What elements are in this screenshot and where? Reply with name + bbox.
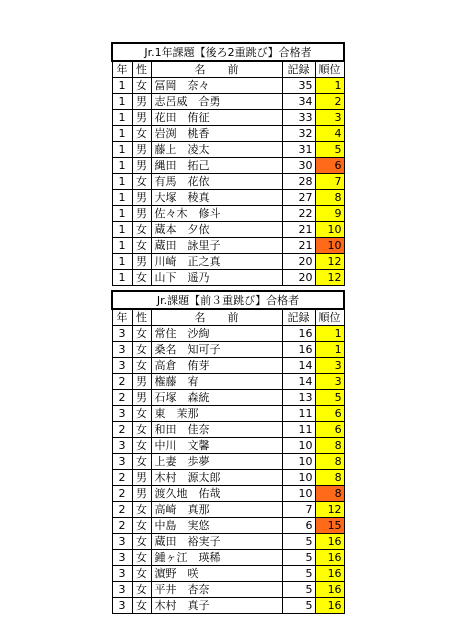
cell-record: 5 — [282, 550, 315, 566]
cell-rank: 6 — [315, 406, 344, 422]
cell-gender: 男 — [132, 206, 151, 222]
cell-record: 11 — [282, 406, 315, 422]
cell-rank: 8 — [315, 454, 344, 470]
cell-name: 有馬 花依 — [151, 174, 282, 190]
cell-grade: 2 — [112, 518, 132, 534]
cell-record: 20 — [282, 270, 315, 286]
cell-rank: 6 — [315, 422, 344, 438]
table-title: Jr.1年課題【後ろ2重跳び】合格者 — [112, 43, 344, 61]
cell-gender: 女 — [132, 534, 151, 550]
cell-rank: 12 — [315, 254, 344, 270]
header-grade: 年 — [112, 61, 132, 78]
cell-name: 縄田 拓己 — [151, 158, 282, 174]
cell-rank: 5 — [315, 142, 344, 158]
cell-grade: 1 — [112, 270, 132, 286]
cell-name: 花田 侑征 — [151, 110, 282, 126]
cell-rank: 8 — [315, 486, 344, 502]
cell-grade: 3 — [112, 326, 132, 342]
cell-record: 5 — [282, 598, 315, 614]
table-jr1-back-double-unders — [111, 42, 345, 286]
table-row — [112, 110, 344, 126]
cell-rank: 16 — [315, 598, 344, 614]
cell-record: 32 — [282, 126, 315, 142]
cell-rank: 7 — [315, 174, 344, 190]
cell-gender: 女 — [132, 438, 151, 454]
cell-record: 10 — [282, 486, 315, 502]
cell-gender: 女 — [132, 582, 151, 598]
table-row — [112, 438, 344, 454]
cell-grade: 3 — [112, 550, 132, 566]
header-row — [112, 309, 344, 326]
table-row — [112, 94, 344, 110]
header-gender: 性 — [132, 61, 151, 78]
table-title: Jr.課題【前３重跳び】合格者 — [112, 291, 344, 309]
cell-grade: 3 — [112, 598, 132, 614]
cell-gender: 女 — [132, 454, 151, 470]
table-row — [112, 406, 344, 422]
cell-record: 10 — [282, 470, 315, 486]
header-record: 記録 — [282, 61, 315, 78]
cell-gender: 男 — [132, 374, 151, 390]
table-row — [112, 374, 344, 390]
cell-rank: 15 — [315, 518, 344, 534]
cell-gender: 女 — [132, 78, 151, 94]
cell-record: 5 — [282, 566, 315, 582]
table-body — [112, 78, 344, 286]
table-row — [112, 566, 344, 582]
cell-gender: 女 — [132, 238, 151, 254]
cell-name: 志呂威 合勇 — [151, 94, 282, 110]
table-row — [112, 582, 344, 598]
cell-gender: 女 — [132, 174, 151, 190]
table-row — [112, 502, 344, 518]
cell-grade: 3 — [112, 342, 132, 358]
header-name: 名 前 — [151, 61, 282, 78]
cell-record: 20 — [282, 254, 315, 270]
table-row — [112, 422, 344, 438]
table-row — [112, 598, 344, 614]
cell-gender: 男 — [132, 390, 151, 406]
cell-rank: 8 — [315, 470, 344, 486]
table-row — [112, 342, 344, 358]
cell-name: 鍾ヶ江 瑛稀 — [151, 550, 282, 566]
cell-name: 岩渕 桃香 — [151, 126, 282, 142]
cell-name: 渡久地 佑哉 — [151, 486, 282, 502]
cell-grade: 1 — [112, 142, 132, 158]
table-row — [112, 550, 344, 566]
cell-name: 高崎 真那 — [151, 502, 282, 518]
cell-gender: 男 — [132, 110, 151, 126]
cell-rank: 10 — [315, 222, 344, 238]
cell-rank: 16 — [315, 534, 344, 550]
cell-name: 石塚 森統 — [151, 390, 282, 406]
table-row — [112, 142, 344, 158]
cell-record: 28 — [282, 174, 315, 190]
cell-gender: 女 — [132, 518, 151, 534]
table-row — [112, 390, 344, 406]
cell-grade: 3 — [112, 454, 132, 470]
cell-name: 権藤 宥 — [151, 374, 282, 390]
cell-rank: 5 — [315, 390, 344, 406]
cell-gender: 女 — [132, 326, 151, 342]
cell-rank: 1 — [315, 342, 344, 358]
table-row — [112, 78, 344, 94]
cell-gender: 女 — [132, 126, 151, 142]
cell-gender: 男 — [132, 142, 151, 158]
cell-gender: 女 — [132, 342, 151, 358]
table-row — [112, 206, 344, 222]
cell-gender: 女 — [132, 566, 151, 582]
cell-grade: 1 — [112, 126, 132, 142]
cell-gender: 男 — [132, 254, 151, 270]
cell-record: 27 — [282, 190, 315, 206]
cell-grade: 1 — [112, 238, 132, 254]
header-record: 記録 — [282, 309, 315, 326]
cell-rank: 3 — [315, 358, 344, 374]
cell-grade: 2 — [112, 374, 132, 390]
cell-rank: 8 — [315, 190, 344, 206]
table-row — [112, 270, 344, 286]
cell-grade: 2 — [112, 390, 132, 406]
cell-rank: 8 — [315, 438, 344, 454]
table-body — [112, 326, 344, 614]
cell-name: 蔵田 詠里子 — [151, 238, 282, 254]
cell-record: 7 — [282, 502, 315, 518]
cell-record: 16 — [282, 326, 315, 342]
cell-record: 31 — [282, 142, 315, 158]
cell-name: 濵野 咲 — [151, 566, 282, 582]
table-row — [112, 486, 344, 502]
cell-gender: 男 — [132, 94, 151, 110]
table-row — [112, 326, 344, 342]
cell-name: 山下 遥乃 — [151, 270, 282, 286]
cell-name: 平井 杏奈 — [151, 582, 282, 598]
cell-rank: 9 — [315, 206, 344, 222]
cell-record: 5 — [282, 582, 315, 598]
cell-gender: 男 — [132, 470, 151, 486]
header-gender: 性 — [132, 309, 151, 326]
cell-grade: 1 — [112, 94, 132, 110]
cell-grade: 2 — [112, 486, 132, 502]
header-name: 名 前 — [151, 309, 282, 326]
cell-grade: 1 — [112, 222, 132, 238]
cell-record: 30 — [282, 158, 315, 174]
cell-record: 34 — [282, 94, 315, 110]
cell-gender: 女 — [132, 598, 151, 614]
cell-grade: 3 — [112, 534, 132, 550]
cell-rank: 16 — [315, 550, 344, 566]
cell-rank: 4 — [315, 126, 344, 142]
table-row — [112, 190, 344, 206]
cell-name: 中川 文馨 — [151, 438, 282, 454]
cell-rank: 10 — [315, 238, 344, 254]
cell-rank: 1 — [315, 326, 344, 342]
cell-record: 21 — [282, 238, 315, 254]
cell-name: 高倉 侑芽 — [151, 358, 282, 374]
cell-gender: 男 — [132, 190, 151, 206]
cell-rank: 12 — [315, 270, 344, 286]
table-row — [112, 238, 344, 254]
cell-name: 木村 真子 — [151, 598, 282, 614]
cell-name: 常住 沙絢 — [151, 326, 282, 342]
cell-record: 11 — [282, 422, 315, 438]
cell-gender: 男 — [132, 486, 151, 502]
cell-name: 大塚 稜真 — [151, 190, 282, 206]
cell-grade: 1 — [112, 158, 132, 174]
cell-record: 10 — [282, 454, 315, 470]
cell-record: 6 — [282, 518, 315, 534]
cell-rank: 12 — [315, 502, 344, 518]
cell-name: 和田 佳奈 — [151, 422, 282, 438]
cell-gender: 女 — [132, 358, 151, 374]
cell-grade: 3 — [112, 406, 132, 422]
table-row — [112, 222, 344, 238]
cell-record: 22 — [282, 206, 315, 222]
cell-record: 16 — [282, 342, 315, 358]
cell-grade: 1 — [112, 190, 132, 206]
cell-gender: 女 — [132, 270, 151, 286]
table-jr-front-triple-unders — [111, 290, 345, 614]
cell-name: 中島 実悠 — [151, 518, 282, 534]
header-rank: 順位 — [315, 309, 344, 326]
table-row — [112, 534, 344, 550]
cell-gender: 女 — [132, 406, 151, 422]
header-row — [112, 61, 344, 78]
cell-name: 木村 源太郎 — [151, 470, 282, 486]
cell-gender: 男 — [132, 158, 151, 174]
cell-name: 佐々木 修斗 — [151, 206, 282, 222]
cell-rank: 16 — [315, 582, 344, 598]
cell-record: 14 — [282, 358, 315, 374]
cell-grade: 1 — [112, 78, 132, 94]
cell-grade: 1 — [112, 254, 132, 270]
cell-record: 13 — [282, 390, 315, 406]
cell-name: 上妻 歩夢 — [151, 454, 282, 470]
table-row — [112, 174, 344, 190]
cell-grade: 3 — [112, 358, 132, 374]
cell-record: 5 — [282, 534, 315, 550]
cell-rank: 16 — [315, 566, 344, 582]
cell-name: 桑名 知可子 — [151, 342, 282, 358]
table-row — [112, 358, 344, 374]
table-row — [112, 470, 344, 486]
cell-grade: 2 — [112, 470, 132, 486]
cell-record: 10 — [282, 438, 315, 454]
cell-gender: 女 — [132, 550, 151, 566]
cell-name: 藤上 凌太 — [151, 142, 282, 158]
table-row — [112, 126, 344, 142]
cell-grade: 1 — [112, 174, 132, 190]
cell-grade: 1 — [112, 206, 132, 222]
cell-grade: 1 — [112, 110, 132, 126]
cell-grade: 3 — [112, 566, 132, 582]
cell-rank: 1 — [315, 78, 344, 94]
cell-rank: 3 — [315, 110, 344, 126]
cell-name: 川崎 正之真 — [151, 254, 282, 270]
cell-gender: 女 — [132, 502, 151, 518]
cell-name: 蔵田 裕実子 — [151, 534, 282, 550]
cell-gender: 女 — [132, 422, 151, 438]
cell-grade: 2 — [112, 502, 132, 518]
cell-record: 35 — [282, 78, 315, 94]
cell-name: 東 茉那 — [151, 406, 282, 422]
cell-record: 14 — [282, 374, 315, 390]
cell-rank: 3 — [315, 374, 344, 390]
cell-name: 蔵本 夕依 — [151, 222, 282, 238]
table-row — [112, 158, 344, 174]
cell-grade: 3 — [112, 438, 132, 454]
table-row — [112, 254, 344, 270]
table-row — [112, 454, 344, 470]
header-rank: 順位 — [315, 61, 344, 78]
cell-record: 21 — [282, 222, 315, 238]
cell-rank: 6 — [315, 158, 344, 174]
cell-gender: 女 — [132, 222, 151, 238]
header-grade: 年 — [112, 309, 132, 326]
cell-record: 33 — [282, 110, 315, 126]
cell-name: 冨岡 奈々 — [151, 78, 282, 94]
cell-grade: 2 — [112, 422, 132, 438]
cell-grade: 3 — [112, 582, 132, 598]
table-row — [112, 518, 344, 534]
cell-rank: 2 — [315, 94, 344, 110]
